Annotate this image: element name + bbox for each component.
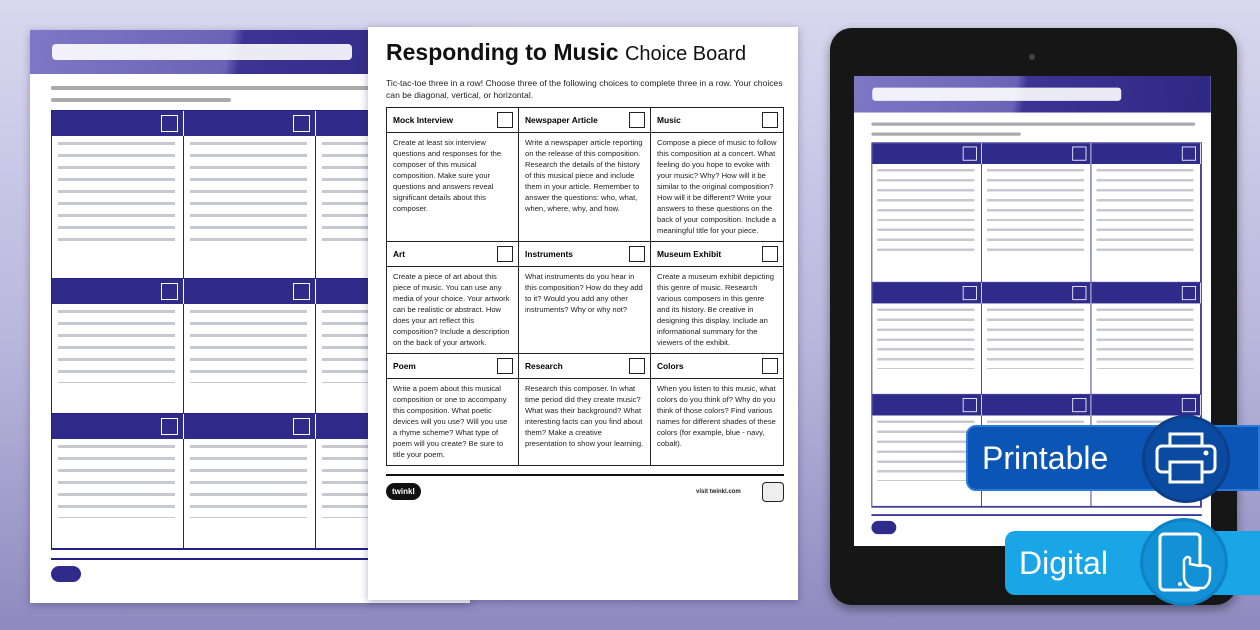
choice-header-preview	[1091, 143, 1201, 164]
instructions-placeholder	[871, 122, 1195, 125]
choice-checkbox[interactable]	[762, 112, 778, 128]
choice-description-preview	[1091, 164, 1201, 283]
choice-checkbox[interactable]	[629, 246, 645, 262]
choice-header-preview	[982, 143, 1092, 164]
choice-label: Music	[657, 115, 681, 125]
choice-checkbox[interactable]	[497, 112, 513, 128]
choice-header-preview	[52, 111, 184, 136]
choice-description-preview	[1091, 303, 1201, 394]
choice-description-preview	[982, 303, 1092, 394]
choice-description-preview	[982, 164, 1092, 283]
quality-badge-icon	[762, 482, 784, 502]
choice-header	[651, 354, 783, 379]
choice-description: Compose a piece of music to follow this composition at a concert. What feeling do you hope to evoke with your music? Why? How will it be similar to the original composition? How will it be different? Write your answers to these questions on the back of your composition. Include a meaningful title for your piece.	[651, 133, 783, 242]
choice-label: Research	[525, 361, 563, 371]
choice-header	[519, 242, 651, 267]
choice-description-preview	[52, 136, 184, 279]
digital-label: Digital	[1019, 544, 1108, 581]
choice-description: Research this composer. In what time period did they create music? What was their background? What interesting facts can you find about them? Make a creative presentation to show your learning.	[519, 379, 651, 465]
instructions-placeholder	[51, 98, 231, 102]
choice-checkbox[interactable]	[762, 358, 778, 374]
choice-header-preview	[52, 414, 184, 439]
choice-description-preview	[184, 304, 316, 414]
choice-label: Newspaper Article	[525, 115, 598, 125]
choice-header	[387, 242, 519, 267]
title-main: Responding to Music	[386, 39, 619, 65]
footer-divider	[871, 514, 1201, 516]
choice-header-preview	[1091, 283, 1201, 304]
choice-header-preview	[1091, 395, 1201, 416]
choice-description: Create a museum exhibit depicting this genre of music. Research various composers in this genre and its history. Be creative in designing this display. Include an informational summary for the viewers of the exhibit.	[651, 267, 783, 354]
choice-description-preview	[52, 304, 184, 414]
choice-description-preview	[872, 164, 982, 283]
bw-worksheet-page	[368, 27, 798, 600]
printable-label: Printable	[982, 439, 1109, 476]
title-placeholder	[52, 44, 352, 60]
choice-description: What instruments do you hear in this composition? How do they add to it? Would you add any other instruments? Why or why not?	[519, 267, 651, 354]
choice-header-preview	[982, 283, 1092, 304]
choice-description: When you listen to this music, what colors do you think of? Why do you think of those colors? Find various names for different shades of these colors (for example, blue - navy, cobalt).	[657, 384, 776, 448]
printer-icon	[1142, 415, 1230, 503]
choice-header-preview	[982, 395, 1092, 416]
choice-description-preview	[184, 136, 316, 279]
choice-checkbox[interactable]	[497, 246, 513, 262]
choice-header	[519, 354, 651, 379]
choice-label: Art	[393, 249, 406, 259]
choice-description-preview	[52, 439, 184, 549]
choice-header	[519, 108, 651, 133]
choice-header	[651, 242, 783, 267]
twinkl-logo-icon	[51, 566, 81, 582]
choice-header-preview	[872, 143, 982, 164]
title-sub: Choice Board	[624, 43, 747, 65]
choice-description-preview	[872, 303, 982, 394]
choice-description: Create at least six interview questions and responses for the composer of this musical composition. Make sure your questions and answers reveal significant details about this composer.	[387, 133, 519, 242]
worksheet-title	[386, 39, 784, 73]
twinkl-logo-icon	[871, 521, 896, 534]
choice-description: Write a newspaper article reporting on the release of this composition. Research the details of the history of this musical piece and include them in your article. Remember to answer the questions: who, what, when, where, why, and how.	[519, 133, 651, 242]
tablet-touch-icon	[1140, 518, 1228, 606]
choice-header-preview	[184, 279, 316, 304]
choice-checkbox[interactable]	[762, 246, 778, 262]
instructions: Tic-tac-toe three in a row! Choose three of the following choices to complete three in a row. Your choices can be diagonal, vertical, or horizontal.	[386, 78, 783, 100]
choice-header-preview	[184, 111, 316, 136]
footer	[386, 474, 784, 508]
choice-checkbox[interactable]	[497, 358, 513, 374]
choice-checkbox[interactable]	[629, 112, 645, 128]
instructions-placeholder	[871, 132, 1020, 135]
choice-label: Poem	[393, 361, 416, 371]
camera-icon	[1029, 54, 1035, 60]
choice-header	[387, 108, 519, 133]
choice-label: Museum Exhibit	[657, 249, 722, 259]
choice-header	[651, 108, 783, 133]
choice-description-preview	[184, 439, 316, 549]
choice-header	[387, 354, 519, 379]
choice-description: Write a poem about this musical composition or one to accompany this composition. What poetic devices will you use? Will you use a rhyme scheme? What type of poem will you create? Be sure to title your poem.	[387, 379, 519, 465]
visit-link[interactable]: visit twinkl.com	[696, 489, 741, 495]
choice-label: Mock Interview	[393, 115, 454, 125]
title-placeholder	[872, 88, 1121, 101]
choice-label: Instruments	[525, 249, 573, 259]
choice-label: Colors	[657, 361, 684, 371]
choice-header-preview	[52, 279, 184, 304]
choice-header-preview	[872, 283, 982, 304]
title-banner	[854, 76, 1211, 113]
choice-checkbox[interactable]	[629, 358, 645, 374]
choice-description: Create a piece of art about this piece of music. You can use any media of your choice. Your artwork can be realistic or abstract. How does your art reflect this composition? Include a description on the back of your artwork.	[387, 267, 519, 354]
choice-header-preview	[184, 414, 316, 439]
choice-grid	[386, 107, 784, 466]
choice-header-preview	[872, 395, 982, 416]
twinkl-logo: twinkl	[386, 483, 421, 500]
